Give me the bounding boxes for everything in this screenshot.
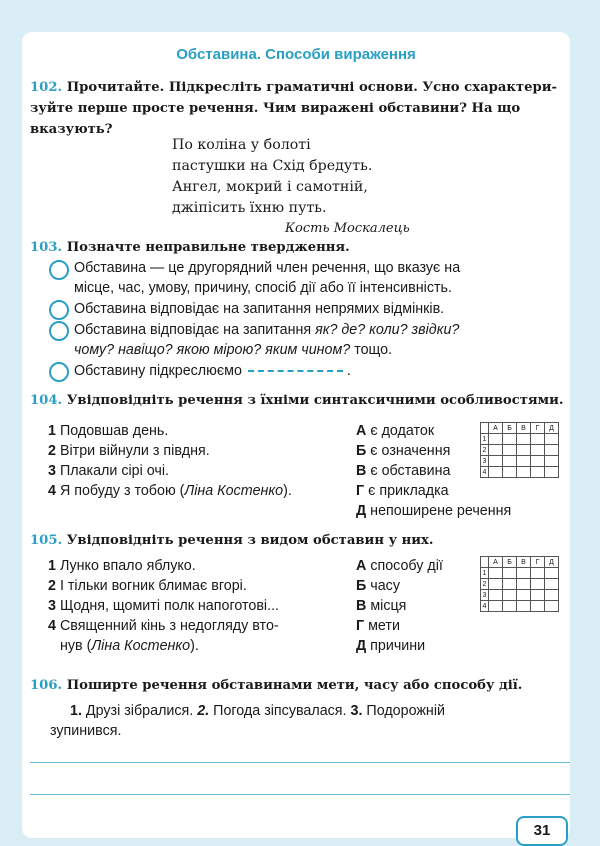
answer-grid-105[interactable]: А Б В Г Д 1 2 3 4 [480,556,559,612]
task-106-sentences-line2: зупинився. [50,723,122,739]
dash-dot-underline-sample [248,370,343,372]
t104-left-2: 2 Вітри війнули з півдня. [48,443,210,459]
t105-left-4: 4 Священний кінь з недогляду вто- [48,618,279,634]
task-102-text1: Прочитайте. Підкресліть граматичні основи. Усно схарактери- [66,80,557,95]
task-105-number: 105. [30,533,63,548]
t105-right-d: Д причини [356,638,426,654]
task-103-title: Позначте неправильне твердження. [66,240,350,255]
option-3-line1 [74,322,459,338]
option-3-questions-2: чому? навіщо? якою мірою? яким чином? [74,342,351,358]
option-2-text: Обставина відповідає на запитання непрямих відмінків. [74,301,445,317]
task-105-title: Увідповідніть речення з видом обставин у них. [66,533,434,548]
option-3-questions: як? де? коли? звідки? [315,322,460,338]
task-102-number: 102. [30,80,63,95]
task-104-title: Увідповідніть речення з їхніми синтаксичними особливостями. [66,393,564,408]
task-104-number: 104. [30,393,63,408]
poem-author: Кость Москалець [285,221,410,236]
poem-line-1: По коліна у болоті [172,137,311,153]
option-2-radio[interactable] [49,300,69,320]
option-1-line1: Обставина — це другорядний член речення, що вказує на [74,260,461,276]
t104-right-d: Д непоширене речення [356,503,512,519]
option-3-radio[interactable] [49,321,69,341]
t105-right-g: Г мети [356,618,400,634]
poem-line-4: джіпісить їхню путь. [172,200,327,216]
t104-right-a: А є додаток [356,423,435,439]
t105-left-3: 3 Щодня, щомиті полк напоготові... [48,598,280,614]
option-3-text-c: тощо. [354,342,393,358]
answer-line-1[interactable] [30,762,570,763]
option-3-line2 [74,342,392,358]
t104-right-b: Б є означення [356,443,451,459]
option-3-text-a: Обставина відповідає на запитання [74,322,312,338]
section-title: Обставина. Способи вираження [176,46,416,63]
t104-left-4: 4 Я побуду з тобою (Ліна Костенко). [48,483,292,499]
task-102-line2: зуйте перше просте речення. Чим виражені обставини? На що [30,101,521,116]
task-105-heading [30,533,434,548]
poem-line-3: Ангел, мокрий і самотній, [172,179,368,195]
page-number: 31 [516,816,568,846]
t105-right-a: А способу дії [356,558,443,574]
option-4-radio[interactable] [49,362,69,382]
t104-right-v: В є обставина [356,463,451,479]
option-1-line2: місце, час, умову, причину, спосіб дії або її інтенсивність. [74,280,452,296]
t104-right-g: Г є прикладка [356,483,449,499]
t105-left-1: 1 Лунко впало яблуко. [48,558,196,574]
option-4-text: Обставину підкреслюємо [74,363,242,379]
task-104-heading [30,393,564,408]
t105-left-2: 2 І тільки вогник блимає вгорі. [48,578,247,594]
task-106-sentences-line1: 1. Друзі зібралися. 2. Погода зіпсувалася. 3. Подорожній [70,703,445,719]
task-103-heading [30,240,350,255]
task-102-line3: вказують? [30,122,113,137]
t105-left-4-cont: нув (Ліна Костенко). [60,638,199,654]
t105-right-v: В місця [356,598,407,614]
task-102-line1 [30,80,557,95]
task-106-heading [30,678,522,693]
answer-line-2[interactable] [30,794,570,795]
t105-right-b: Б часу [356,578,400,594]
t104-left-1: 1 Подовшав день. [48,423,169,439]
option-1-radio[interactable] [49,260,69,280]
poem-line-2: пастушки на Схід бредуть. [172,158,373,174]
answer-grid-104[interactable]: А Б В Г Д 1 2 3 4 [480,422,559,478]
textbook-page [22,32,570,838]
task-106-number: 106. [30,678,63,693]
task-103-number: 103. [30,240,63,255]
option-4-line: Обставину підкреслюємо . [74,363,351,379]
t104-left-3: 3 Плакали сірі очі. [48,463,169,479]
task-106-title: Поширте речення обставинами мети, часу або способу дії. [66,678,523,693]
